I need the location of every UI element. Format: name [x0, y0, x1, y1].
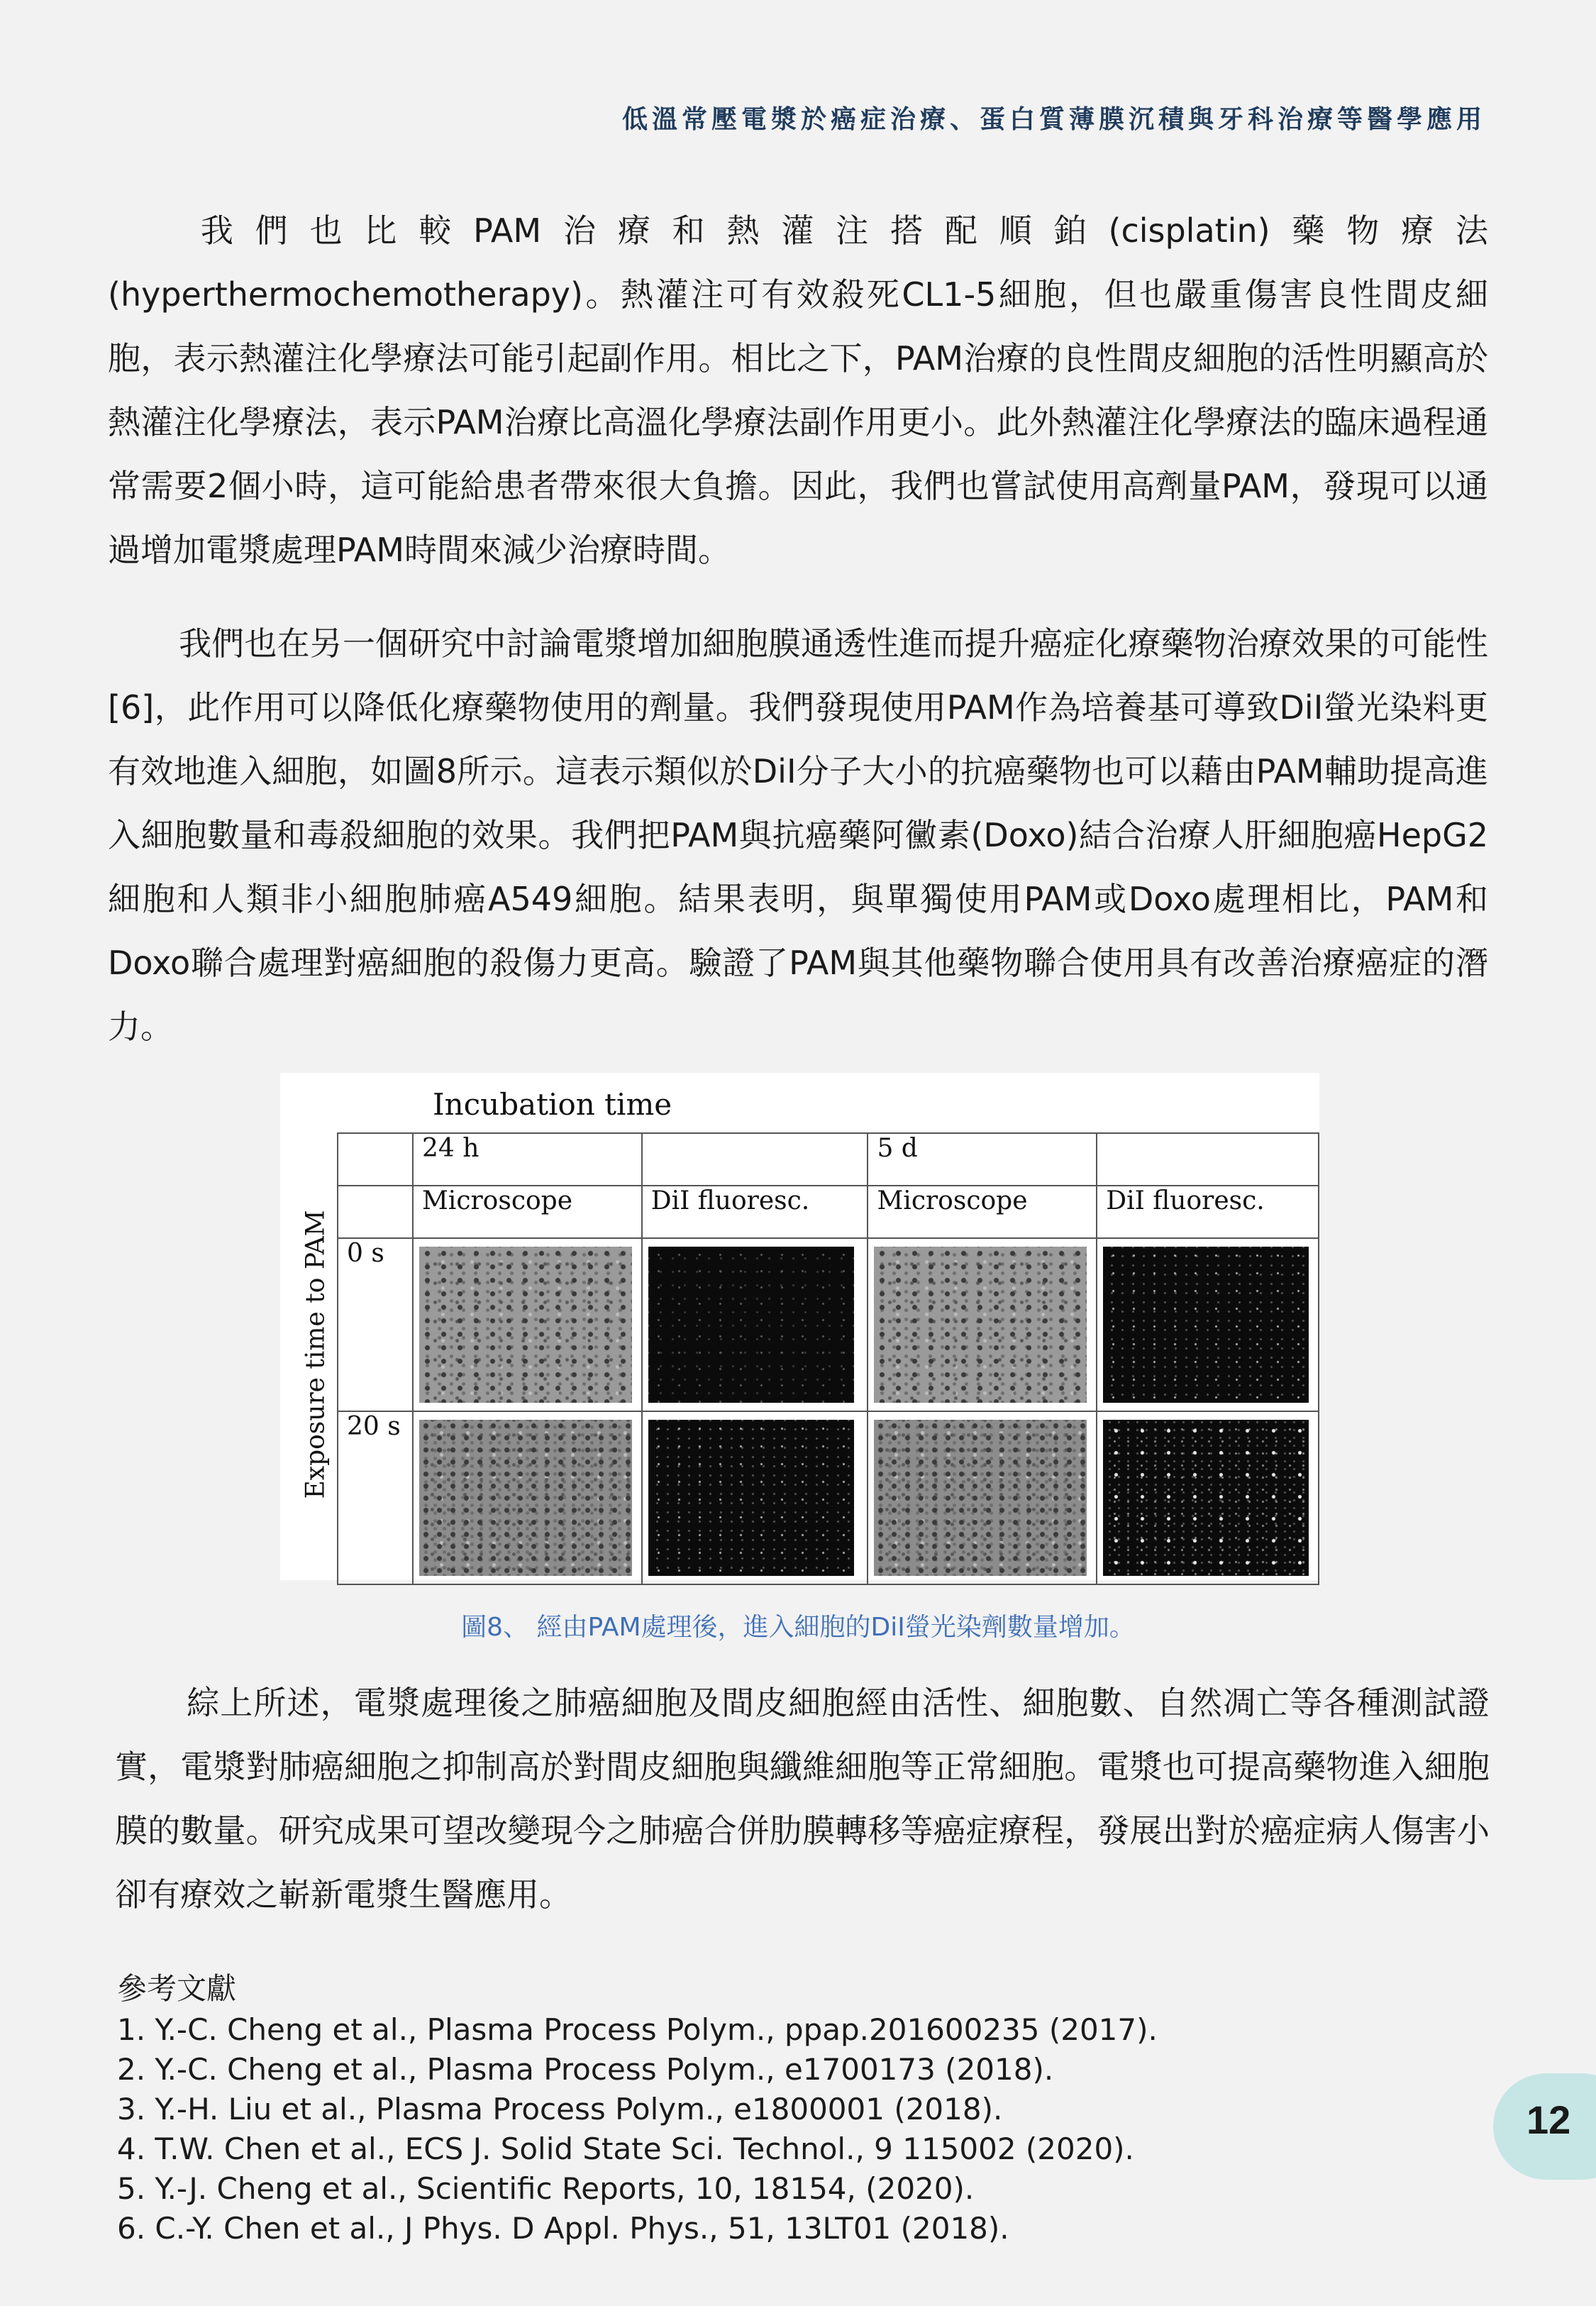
- grid-col-dil: DiI fluoresc.: [642, 1186, 868, 1238]
- reference-item: 6. C.-Y. Chen et al., J Phys. D Appl. Phys., 51, 13LT01 (2018).: [117, 2211, 1009, 2246]
- image-cell: [642, 1411, 868, 1584]
- image-cell: [413, 1411, 642, 1584]
- grid-row-0s: [338, 1238, 1319, 1411]
- paragraph-text: 我們也在另一個研究中討論電漿增加細胞膜通透性進而提升癌症化療藥物治療效果的可能性[6]，此作用可以降低化療藥物使用的劑量。我們發現使用PAM作為培養基可導致DiI螢光染料更有效地進入細胞，如圖8所示。這表示類似於DiI分子大小的抗癌藥物也可以藉由PAM輔助提高進入細胞數量和毒殺細胞的效果。我們把PAM與抗癌藥阿黴素(Doxo)結合治療人肝細胞癌HepG2細胞和人類非小細胞肺癌A549細胞。結果表明，與單獨使用PAM或Doxo處理相比，PAM和Doxo聯合處理對癌細胞的殺傷力更高。驗證了PAM與其他藥物聯合使用具有改善治療癌症的潛力。: [108, 624, 1488, 1046]
- figure-8: [280, 1073, 1319, 1580]
- grid-corner-cell: [338, 1186, 413, 1238]
- references-heading: 參考文獻: [117, 1971, 237, 2006]
- paragraph-pam-vs-hyperthermochemotherapy: [108, 199, 1488, 582]
- image-cell: [1097, 1238, 1319, 1411]
- grid-row-20s: [338, 1411, 1319, 1584]
- figure-caption: 圖8、 經由PAM處理後，進入細胞的DiI螢光染劑數量增加。: [461, 1613, 1135, 1642]
- running-header: 低溫常壓電漿於癌症治療、蛋白質薄膜沉積與牙科治療等醫學應用: [621, 104, 1486, 134]
- grid-column-header-row: [338, 1186, 1319, 1238]
- grid-time-row: [338, 1133, 1319, 1186]
- grid-empty-cell: [642, 1133, 868, 1186]
- references-section: [117, 1969, 1158, 2249]
- grid-row-label: 20 s: [338, 1411, 413, 1584]
- fluorescence-image: [1103, 1420, 1309, 1576]
- figure-image-grid: [337, 1132, 1319, 1585]
- reference-item: 5. Y.-J. Cheng et al., Scientific Reports, 10, 18154, (2020).: [117, 2171, 975, 2206]
- grid-corner-cell: [338, 1133, 413, 1186]
- paragraph-text: 綜上所述，電漿處理後之肺癌細胞及間皮細胞經由活性、細胞數、自然凋亡等各種測試證實，電漿對肺癌細胞之抑制高於對間皮細胞與纖維細胞等正常細胞。電漿也可提高藥物進入細胞膜的數量。研究成果可望改變現今之肺癌合併肋膜轉移等癌症療程，發展出對於癌症病人傷害小卻有療效之嶄新電漿生醫應用。: [115, 1684, 1490, 1914]
- paragraph-text: 我們也比較PAM治療和熱灌注搭配順鉑(cisplatin)藥物療法(hyperthermochemotherapy)。熱灌注可有效殺死CL1-5細胞，但也嚴重傷害良性間皮細胞，表示熱灌注化學療法可能引起副作用。相比之下，PAM治療的良性間皮細胞的活性明顯高於熱灌注化學療法，表示PAM治療比高溫化學療法副作用更小。此外熱灌注化學療法的臨床過程通常需要2個小時，這可能給患者帶來很大負擔。因此，我們也嘗試使用高劑量PAM，發現可以通過增加電漿處理PAM時間來減少治療時間。: [108, 211, 1488, 569]
- microscope-image: [874, 1420, 1087, 1576]
- reference-item: 1. Y.-C. Cheng et al., Plasma Process Polym., ppap.201600235 (2017).: [117, 2012, 1158, 2047]
- reference-item: 2. Y.-C. Cheng et al., Plasma Process Polym., e1700173 (2018).: [117, 2052, 1054, 2087]
- fluorescence-image: [648, 1247, 854, 1403]
- paragraph-conclusion: [115, 1671, 1490, 1926]
- grid-row-label: 0 s: [338, 1238, 413, 1411]
- reference-item: 4. T.W. Chen et al., ECS J. Solid State Sci. Technol., 9 115002 (2020).: [117, 2131, 1134, 2166]
- reference-item: 3. Y.-H. Liu et al., Plasma Process Polym., e1800001 (2018).: [117, 2092, 1003, 2126]
- image-cell: [642, 1238, 868, 1411]
- fluorescence-image: [1103, 1247, 1309, 1403]
- grid-empty-cell: [1097, 1133, 1319, 1186]
- image-cell: [868, 1411, 1097, 1584]
- image-cell: [868, 1238, 1097, 1411]
- grid-col-microscope: Microscope: [413, 1186, 642, 1238]
- page-number: 12: [1526, 2097, 1571, 2142]
- grid-col-microscope: Microscope: [868, 1186, 1097, 1238]
- figure-incubation-title: Incubation time: [433, 1087, 672, 1122]
- image-cell: [1097, 1411, 1319, 1584]
- microscope-image: [874, 1247, 1087, 1403]
- microscope-image: [419, 1420, 632, 1576]
- grid-col-dil: DiI fluoresc.: [1097, 1186, 1319, 1238]
- grid-time-5d: 5 d: [868, 1133, 1097, 1186]
- references-list: [117, 2010, 1158, 2249]
- image-cell: [413, 1238, 642, 1411]
- fluorescence-image: [648, 1420, 854, 1576]
- paragraph-membrane-permeability: [108, 612, 1488, 1059]
- grid-time-24h: 24 h: [413, 1133, 642, 1186]
- figure-y-axis-label: Exposure time to PAM: [301, 1210, 331, 1499]
- microscope-image: [419, 1247, 632, 1403]
